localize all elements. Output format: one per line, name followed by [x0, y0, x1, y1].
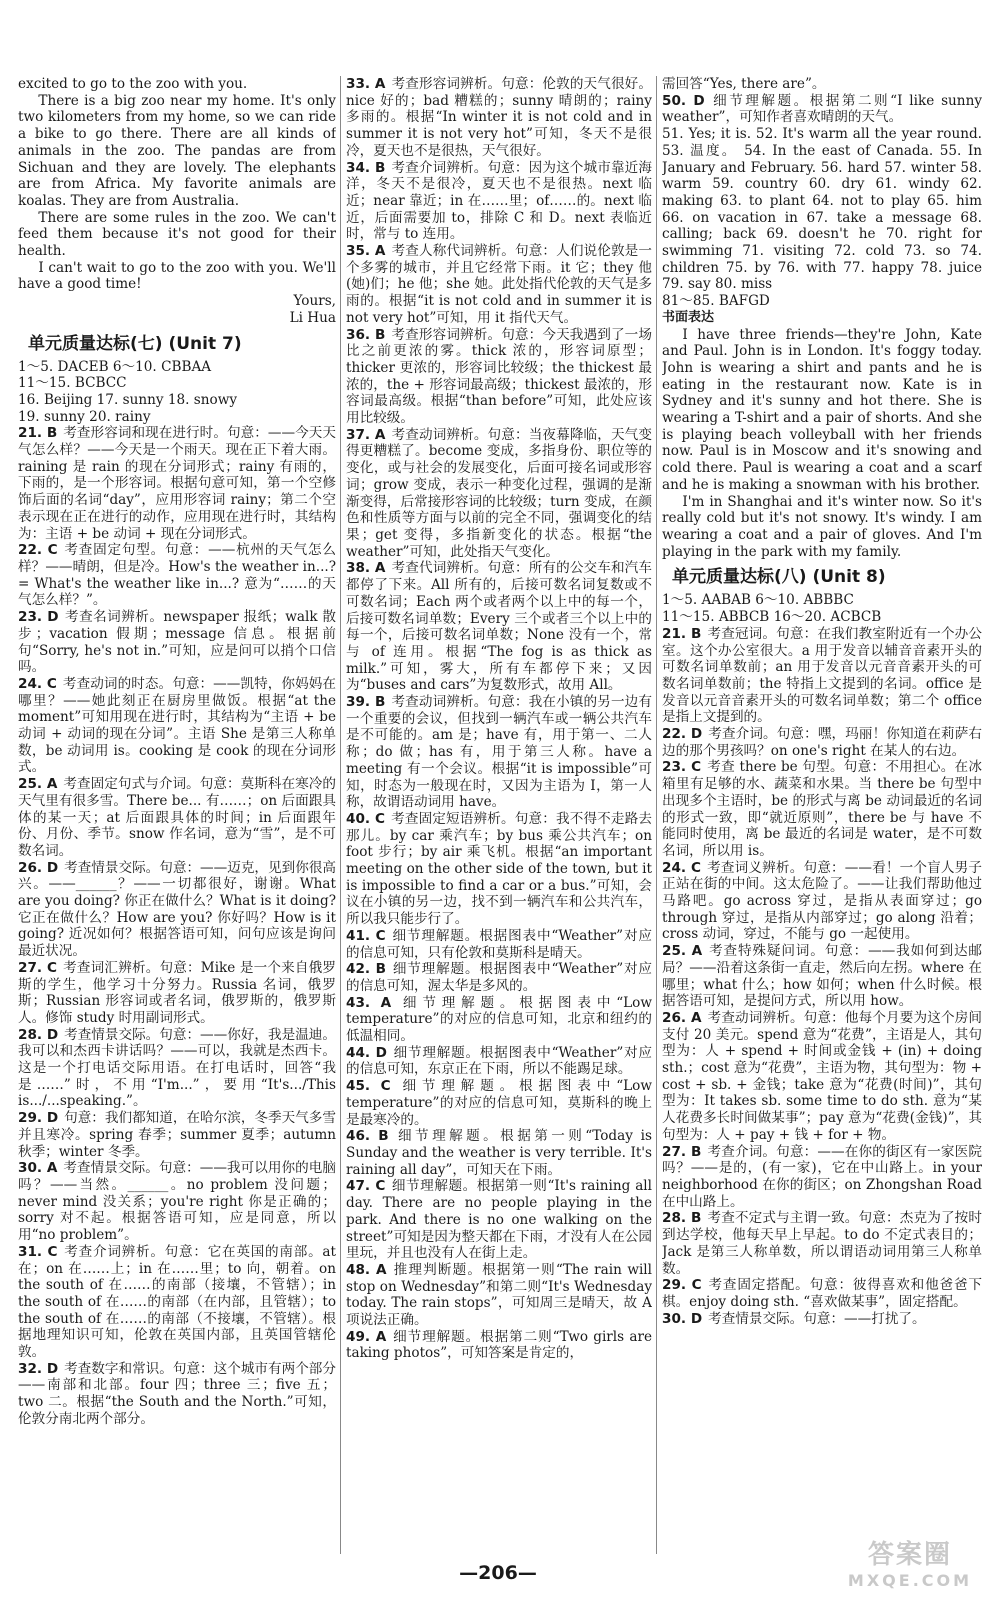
explanation-item: 43. A 细节理解题。根据图表中“Low temperature”的对应的信息可知，北京和纽约的低温相同。	[346, 994, 652, 1045]
explanation-item: 27. B 考查介词。句意：——在你的街区有一家医院吗？——是的，(有一家)，它在中山路上。in your neighborhood 在你的街区；on Zhongshan Road 在中山路上。	[662, 1143, 982, 1210]
explanation-item: 27. C 考查词汇辨析。句意：Mike 是一个来自俄罗斯的学生，他学习十分努力。Russia 名词，俄罗斯；Russian 形容词或者名词，俄罗斯的，俄罗斯人。修饰 study 时用副词形式。	[18, 959, 336, 1026]
column-left	[18, 76, 336, 1554]
answer-line: 11～15. ABBCB 16～20. ACBCB	[662, 609, 882, 626]
explanation-item: 22. C 考查固定句型。句意：——杭州的天气怎么样？——晴朗，但是冷。How's the weather in...? = What's the weather like in...? 意为“……的天气怎么样？”。	[18, 542, 336, 609]
answer-line: 19. sunny 20. rainy	[18, 408, 151, 425]
unit7-title: 单元质量达标(七) (Unit 7)	[28, 333, 242, 354]
column-right	[662, 76, 982, 1554]
writing-label: 书面表达	[662, 309, 715, 325]
explanation-item: 21. B 考查形容词和现在进行时。句意：——今天天气怎么样？——今天是一个雨天。现在正下着大雨。raining 是 rain 的现在分词形式；rainy 有雨的，下雨的，是一个形容词。根据句意可知，第一个空修饰后面的名词“day”，应用形容词 rainy；第二个空表示现在正在进行的动作，应用现在进行时，其结构为：主语 + be 动词 + 现在分词形式。	[18, 425, 336, 542]
watermark-logo	[830, 1534, 990, 1596]
explanation-item: 48. A 推理判断题。根据第一则“The rain will stop on Wednesday”和第二则“It's Wednesday today. The rain stops”，可知周三是晴天，故 A 项说法正确。	[346, 1261, 652, 1329]
explanation-item: 21. B 考查冠词。句意：在我们教室附近有一个办公室。这个办公室很大。a 用于发音以辅音音素开头的可数名词单数前；an 用于发音以元音音素开头的可数名词单数前；the 特指上文提到的名词。office 是发音以元音音素开头的可数名词单数；第二个 office 是指上文提到的。	[662, 625, 982, 726]
explanation-item: 42. B 细节理解题。根据图表中“Weather”对应的信息可知，渥太华是多风的。	[346, 961, 652, 994]
answer-line: 1～5. AABAB 6～10. ABBBC	[662, 592, 854, 609]
answer-line: 11～15. BCBCC	[18, 375, 127, 392]
explanation-item: 39. B 考查动词辨析。句意：我在小镇的另一边有一个重要的会议，但找到一辆汽车或一辆公共汽车是不可能的。am 是；have 有，用于第一、二人称；do 做；has 有，用于第三人称。have a meeting 有一个会议。根据“it is impossible”可知，时态为一般现在时，又因为主语为 I，第一人称，故谓语动词用 have。	[346, 694, 652, 811]
explanation-list	[18, 425, 336, 1427]
page-number: —206—	[459, 1562, 537, 1584]
letter-paragraph: There is a big zoo near my home. It's only two kilometers from my home, so we can ride a bike to go there. There are all kinds of animals in the zoo. The pandas are from Sichuan and they are lovely. The elephants are from Africa. My favorite animals are koalas. They are from Australia.	[18, 92, 336, 209]
explanation-item: 24. C 考查动词的时态。句意：——凯特，你妈妈在哪里？——她此刻正在厨房里做饭。根据“at the moment”可知用现在进行时，其结构为“主语 + be 动词 + 动词的现在分词”。主语 She 是第三人称单数，be 动词用 is。cooking 是 cook 的现在分词形式。	[18, 675, 336, 776]
explanation-continuation: 需回答“Yes, there are”。	[662, 76, 826, 92]
explanation-item: 25. A 考查固定句式与介词。句意：莫斯科在寒冷的天气里有很多雪。There be... 有……；on 后面跟具体的某一天；at 后面跟具体的时间；in 后面跟年份、月份、季节。snow 作名词，意为“雪”，是不可数名词。	[18, 776, 336, 859]
answer-block: 51. Yes; it is. 52. It's warm all the year round. 53. 温度。 54. In the east of Canada. 55. In January and February. 56. hard 57. winter 58. warm 59. country 60. dry 61. windy 62. making 63. to plant 64. not to play 65. him 66. on vacation in 67. take a message 68. calling; back 69. doesn't he 70. right for swimming 71. visiting 72. cold 73. so 74. children 75. by 76. with 77. happy 78. juice 79. say 80. miss	[662, 126, 982, 293]
letter-paragraph: There are some rules in the zoo. We can't feed them because it's not good for their health.	[18, 209, 336, 260]
explanation-item: 37. A 考查动词辨析。句意：当夜幕降临，天气变得更糟糕了。become 变成，多指身份、职位等的变化，或与社会的发展变化，后面可接名词或形容词；grow 变成，表示一种变化过程，强调的是渐渐变得，后常接形容词的比较级；turn 变成，在颜色和性质等方面与以前的完全不同，强调变化的结果；get 变得，多指新变化的状态。根据“the weather”可知，此处指天气变化。	[346, 426, 652, 560]
explanation-item: 30. A 考查情景交际。句意：——我可以用你的电脑吗？——当然。______。no problem 没问题；never mind 没关系；you're right 你是正确的；sorry 对不起。根据答语可知，应是同意，所以用“no problem”。	[18, 1160, 336, 1244]
answer-line: 81～85. BAFGD	[662, 293, 770, 310]
explanation-item: 33. A 考查形容词辨析。句意：伦敦的天气很好。nice 好的；bad 糟糕的；sunny 晴朗的；rainy 多雨的。根据“In winter it is not cold and in summer it is not very hot”可知，冬天不是很冷，夏天也不是很热，天气很好。	[346, 76, 652, 159]
explanation-item: 40. C 考查固定短语辨析。句意：我不得不走路去那儿。by car 乘汽车；by bus 乘公共汽车；on foot 步行；by air 乘飞机。根据“an important meeting on the other side of the town, but it is impossible to find a car or a bus.”可知，会议在小镇的另一边，找不到一辆汽车和公共汽车，所以我只能步行了。	[346, 810, 652, 928]
explanation-item: 31. C 考查介词辨析。句意：它在英国的南部。at 在；on 在……上；in 在……里；to 向，朝着。on the south of 在……的南部（接壤，不管辖）；in the south of 在……的南部（在内部，且管辖）；to the south of 在……的南部（不接壤，不管辖）。根据地理知识可知，伦敦在英国内部，且英国管辖伦敦。	[18, 1243, 336, 1361]
explanation-item: 49. A 细节理解题。根据第二则“Two girls are taking photos”，可知答案是肯定的，	[346, 1328, 652, 1362]
unit8-title: 单元质量达标(八) (Unit 8)	[672, 567, 886, 588]
essay-paragraph: I have three friends—they're John, Kate and Paul. John is in London. It's foggy today. John is wearing a shirt and pants and he is eating in the restaurant now. Kate is in Sydney and it's sunny and hot there. She is wearing a T-shirt and a pair of shorts. And she is playing beach volleyball with her friends now. Paul is in Moscow and it's snowing and cold there. Paul is wearing a coat and a scarf and he is making a snowman with his brother.	[662, 326, 982, 493]
explanation-item: 30. D 考查情景交际。句意：——打扰了。	[662, 1310, 926, 1327]
explanation-item: 41. C 细节理解题。根据图表中“Weather”对应的信息可知，只有伦敦和莫斯科是晴天。	[346, 927, 652, 961]
explanation-item: 23. D 考查名词辨析。newspaper 报纸；walk 散步；vacation 假期；message 信息。根据前句“Sorry, he's not in.”可知，应是问可以捎个口信吗。	[18, 609, 336, 676]
column-divider	[656, 76, 657, 1554]
watermark-text: 答案圈	[867, 1540, 952, 1570]
explanation-item: 47. C 细节理解题。根据第一则“It's raining all day. There are no people playing in the park. And there is no one walking on the street”可知是因为整天都在下雨，才没有人在公园里玩，并且也没有人在街上走。	[346, 1178, 652, 1262]
explanation-item: 23. C 考查 there be 句型。句意：不用担心。在冰箱里有足够的水、蔬菜和水果。当 there be 句型中出现多个主语时，be 的形式与离 be 动词最近的名词的形式一致，即“就近原则”，there be 与 have 不能同时使用，离 be 最近的名词是 water，是不可数名词，所以用 is。	[662, 759, 982, 859]
letter-paragraph: I can't wait to go to the zoo with you. We'll have a good time!	[18, 259, 336, 293]
explanation-item: 46. B 细节理解题。根据第一则“Today is Sunday and the weather is very terrible. It's raining all day”，可知天在下雨。	[346, 1128, 652, 1178]
explanation-item: 50. D 细节理解题。根据第二则“I like sunny weather”，可知作者喜欢晴朗的天气。	[662, 92, 982, 126]
explanation-item: 25. A 考查特殊疑问词。句意：——我如何到达邮局？——沿着这条街一直走，然后向左拐。where 在哪里；what 什么；how 如何；when 什么时候。根据答语可知，是提问方式，所以用 how。	[662, 943, 982, 1010]
answer-line: 16. Beijing 17. sunny 18. snowy	[18, 391, 238, 408]
explanation-item: 28. D 考查情景交际。句意：——你好，我是温迪。我可以和杰西卡讲话吗？——可以，我就是杰西卡。这是一个打电话交际用语。在打电话时，回答“我是……”时，不用“I'm...”，要用“It's.../This is.../...speaking.”。	[18, 1026, 336, 1110]
explanation-item: 26. A 考查动词辨析。句意：他每个月要为这个房间支付 20 美元。spend 意为“花费”，主语是人，其句型为：人 + spend + 时间或金钱 + (in) + doing sth.；cost 意为“花费”，主语为物，其句型为：物 + cost + sb. + 金钱；take 意为“花费(时间)”，其句型为：It takes sb. some time to do sth. 意为“某人花费多长时间做某事”；pay 意为“花费(金钱)”，其句型为：人 + pay + 钱 + for + 物。	[662, 1009, 982, 1143]
column-middle	[346, 76, 652, 1554]
explanation-item: 34. B 考查介词辨析。句意：因为这个城市靠近海洋，冬天不是很冷，夏天也不是很热。next 临近；near 靠近；in 在……里；of……的。next 临近，后面需要加 to，排除 C 和 D。next 表临近时，常与 to 连用。	[346, 159, 652, 243]
explanation-item: 35. A 考查人称代词辨析。句意：人们说伦敦是一个多雾的城市，并且它经常下雨。it 它；they 他(她)们；he 他；she 她。此处指代伦敦的天气是多雨的。根据“it is not cold and in summer it is not very hot”可知，用 it 指代天气。	[346, 243, 652, 326]
explanation-item: 28. B 考查不定式与主谓一致。句意：杰克为了按时到达学校，他每天早上早起。to do 不定式表目的；Jack 是第三人称单数，所以谓语动词用第三人称单数。	[662, 1210, 982, 1277]
explanation-item: 36. B 考查形容词辨析。句意：今天我遇到了一场比之前更浓的雾。thick 浓的，形容词原型；thicker 更浓的，形容词比较级；the thickest 最浓的，the + 形容词最高级；thickest 最浓的，形容词最高级。根据“than before”可知，此处应该用比较级。	[346, 326, 652, 427]
explanation-item: 29. D 句意：我们都知道，在哈尔滨，冬季天气多雪并且寒冷。spring 春季；summer 夏季；autumn 秋季；winter 冬季。	[18, 1110, 336, 1160]
explanation-item: 29. C 考查固定搭配。句意：彼得喜欢和他爸爸下棋。enjoy doing sth. “喜欢做某事”，固定搭配。	[662, 1277, 982, 1310]
letter-signature: Li Hua	[289, 309, 336, 326]
explanation-item: 22. D 考查介词。句意：嘿，玛丽！你知道在莉萨右边的那个男孩吗？on one's right 在某人的右边。	[662, 726, 982, 759]
explanation-item: 38. A 考查代词辨析。句意：所有的公交车和汽车都停了下来。All 所有的，后接可数名词复数或不可数名词；Each 两个或者两个以上中的每一个，后接可数名词单数；Every 三个或者三个以上中的每一个，后接可数名词单数；None 没有一个，常与 of 连用。根据“The fog is as thick as milk.”可知，雾大，所有车都停下来；又因为“buses and cars”为复数形式，故用 All。	[346, 560, 652, 694]
watermark-url: MXQE.COM	[847, 1571, 973, 1590]
explanation-item: 32. D 考查数字和常识。句意：这个城市有两个部分——南部和北部。four 四；three 三；five 五；two 二。根据“the South and the North.”可知，伦敦分南北两个部分。	[18, 1360, 336, 1427]
answer-line: 1～5. DACEB 6～10. CBBAA	[18, 358, 212, 375]
explanation-item: 24. C 考查词义辨析。句意：——看！一个盲人男子正站在街的中间。这太危险了。——让我们帮助他过马路吧。go across 穿过，是指从表面穿过；go through 穿过，是指从内部穿过；go along 沿着；cross 动词，穿过，不能与 go 一起使用。	[662, 859, 982, 943]
explanation-list	[346, 76, 652, 1362]
essay-paragraph: I'm in Shanghai and it's winter now. So it's really cold but it's not snowy. It's windy. I am wearing a coat and a pair of gloves. And I'm playing in the park with my family.	[662, 493, 982, 560]
explanation-item: 26. D 考查情景交际。句意：——迈克，见到你很高兴。——______？——一切都很好，谢谢。What are you doing? 你正在做什么？What is it doing? 它正在做什么？How are you? 你好吗？How is it going? 近况如何？根据答语可知，问句应该是询问最近状况。	[18, 859, 336, 960]
letter-paragraph: excited to go to the zoo with you.	[18, 76, 248, 92]
column-divider	[340, 76, 341, 1554]
explanation-item: 45. C 细节理解题。根据图表中“Low temperature”的对应的信息可知，莫斯科的晚上是最寒冷的。	[346, 1078, 652, 1128]
explanation-list	[662, 626, 982, 1328]
explanation-item: 44. D 细节理解题。根据图表中“Weather”对应的信息可知，东京正在下雨，所以不能踢足球。	[346, 1044, 652, 1078]
letter-closing: Yours,	[293, 293, 336, 310]
